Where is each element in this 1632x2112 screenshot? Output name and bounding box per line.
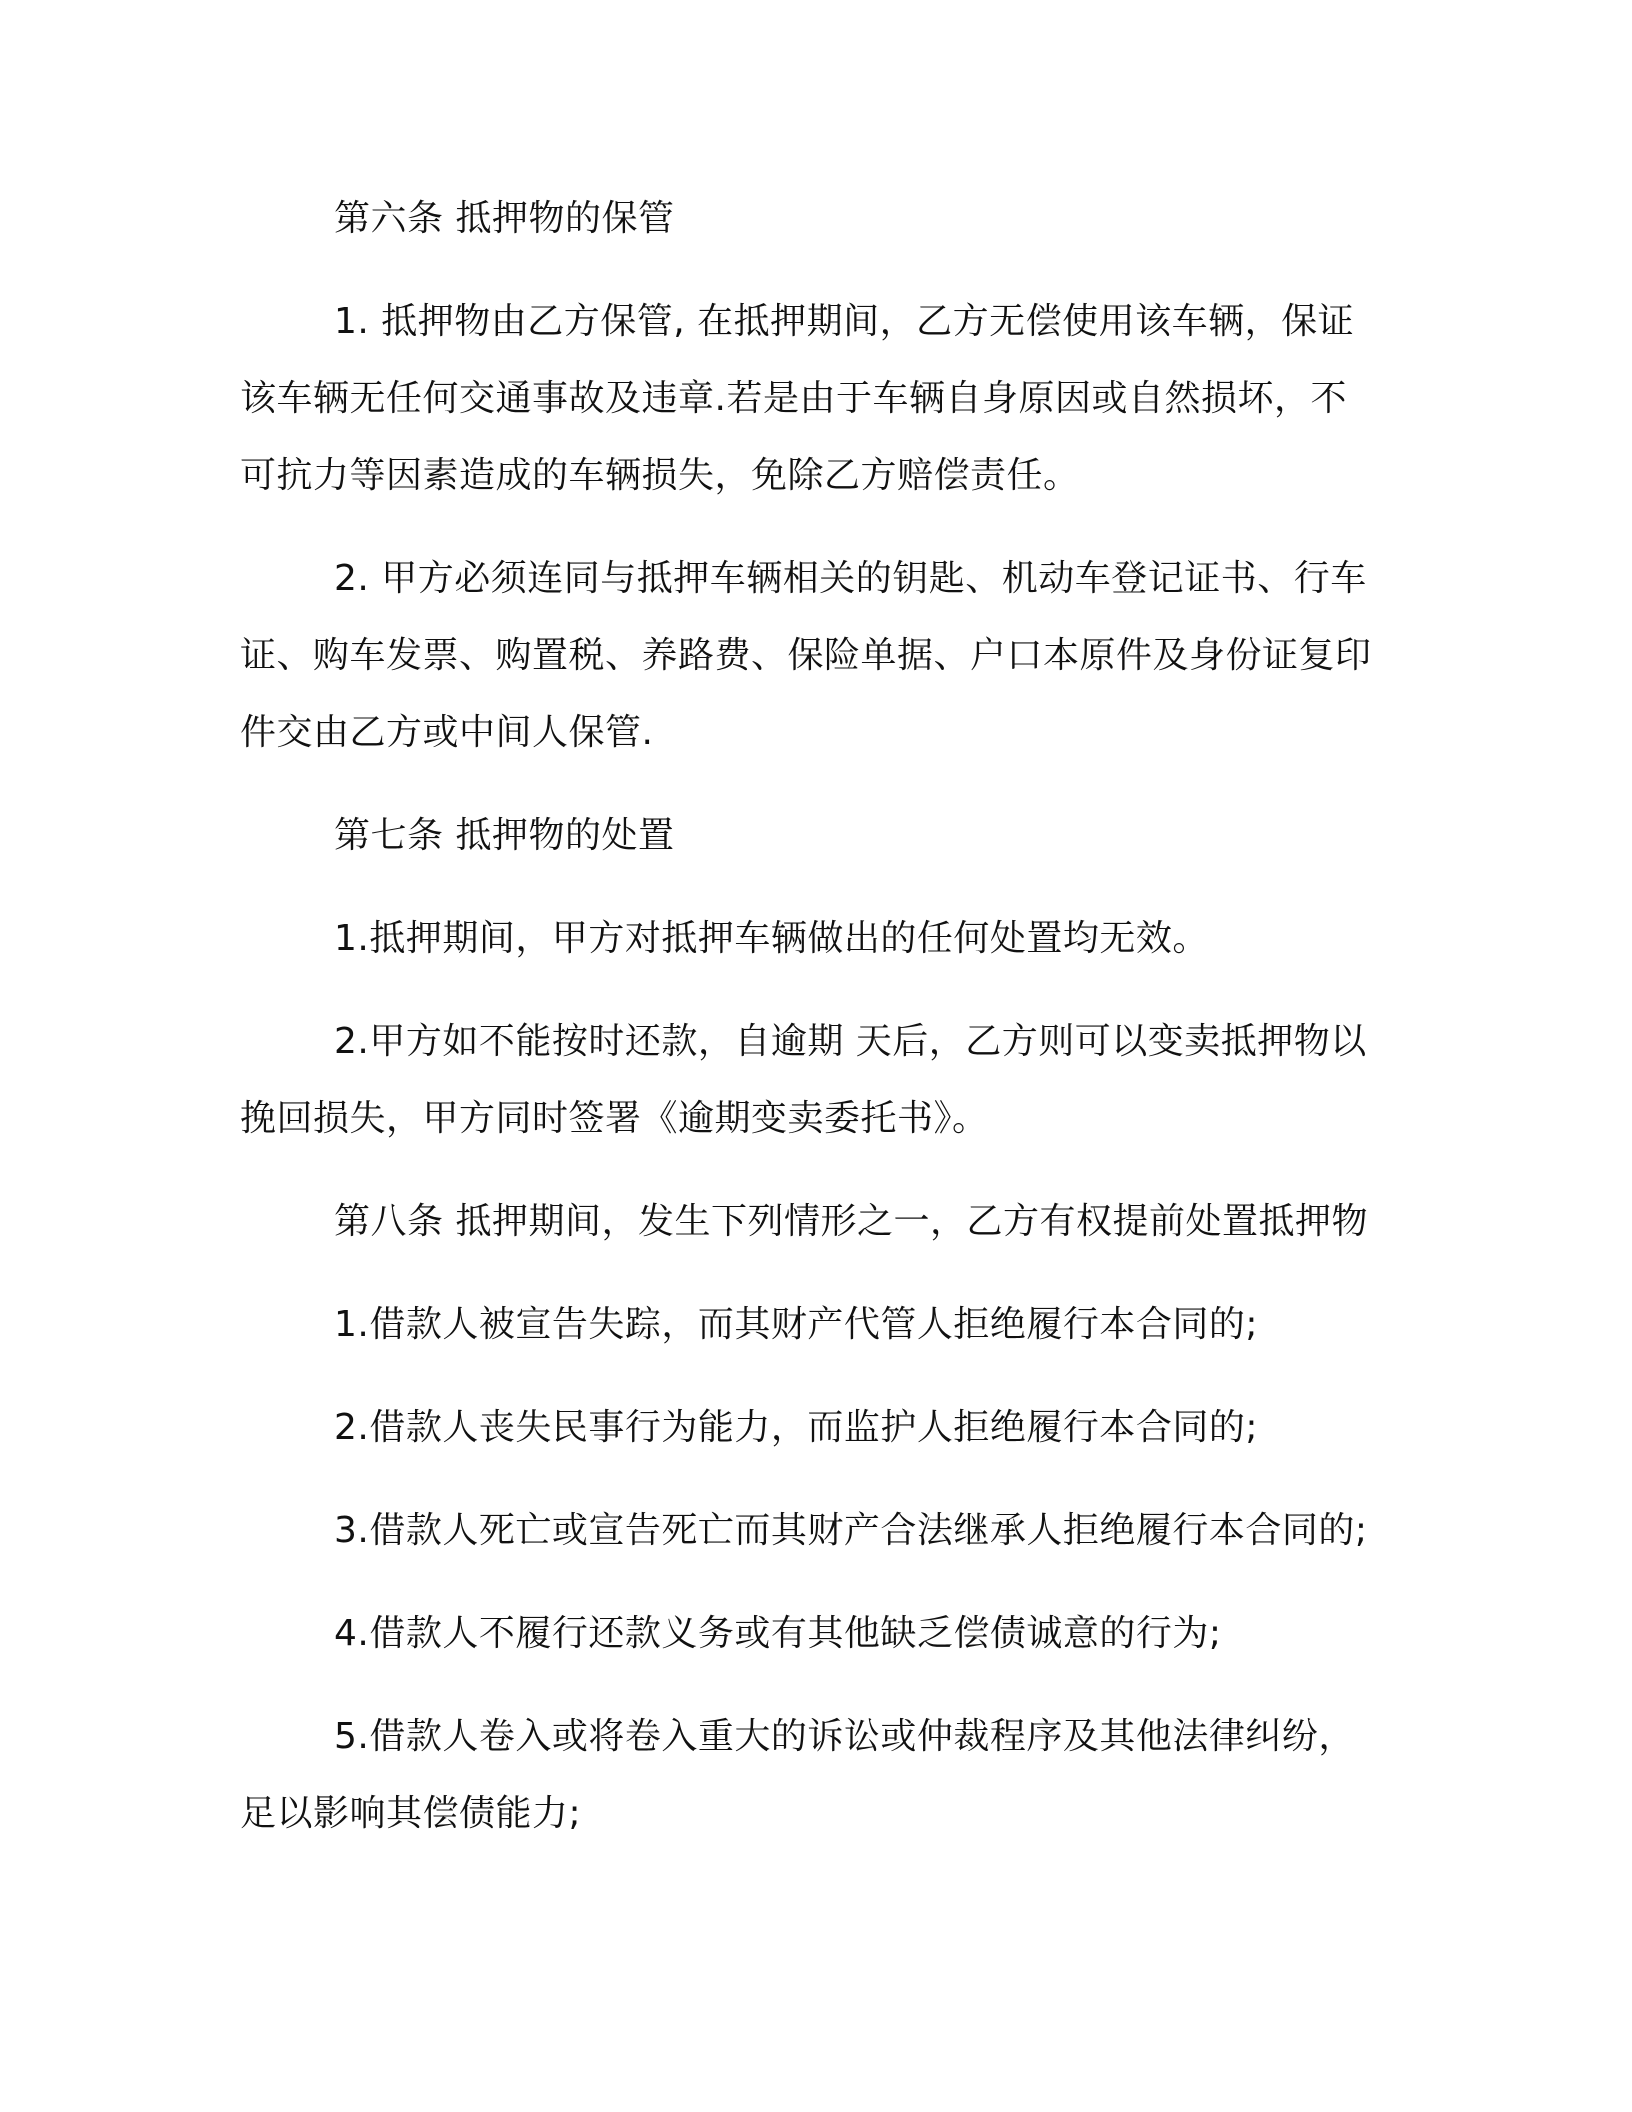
section-8-clause-4: 4.借款人不履行还款义务或有其他缺乏偿债诚意的行为; (334, 1613, 1222, 1654)
section-6-heading: 第六条 抵押物的保管 (334, 198, 675, 239)
document-body (240, 180, 1380, 1878)
section-6-clause-2: 2. 甲方必须连同与抵押车辆相关的钥匙、机动车登记证书、行车证、购车发票、购置税、养路费、保险单据、户口本原件及身份证复印件交由乙方或中间人保管. (240, 558, 1372, 753)
section-8-heading: 第八条 抵押期间，发生下列情形之一，乙方有权提前处置抵押物 (334, 1201, 1368, 1242)
section-7-heading: 第七条 抵押物的处置 (334, 815, 675, 856)
section-7-clause-2: 2.甲方如不能按时还款，自逾期 天后，乙方则可以变卖抵押物以挽回损失，甲方同时签署《逾期变卖委托书》。 (240, 1021, 1367, 1139)
section-7-clause-1: 1.抵押期间，甲方对抵押车辆做出的任何处置均无效。 (334, 918, 1209, 959)
section-8-clause-3: 3.借款人死亡或宣告死亡而其财产合法继承人拒绝履行本合同的; (334, 1510, 1368, 1551)
section-8-clause-5: 5.借款人卷入或将卷入重大的诉讼或仲裁程序及其他法律纠纷，足以影响其偿债能力; (240, 1716, 1355, 1834)
section-8-clause-1: 1.借款人被宣告失踪，而其财产代管人拒绝履行本合同的; (334, 1304, 1258, 1345)
section-6-clause-1: 1. 抵押物由乙方保管, 在抵押期间，乙方无偿使用该车辆，保证该车辆无任何交通事故及违章.若是由于车辆自身原因或自然损坏，不可抗力等因素造成的车辆损失，免除乙方赔偿责任。 (240, 301, 1355, 496)
section-8-clause-2: 2.借款人丧失民事行为能力，而监护人拒绝履行本合同的; (334, 1407, 1258, 1448)
